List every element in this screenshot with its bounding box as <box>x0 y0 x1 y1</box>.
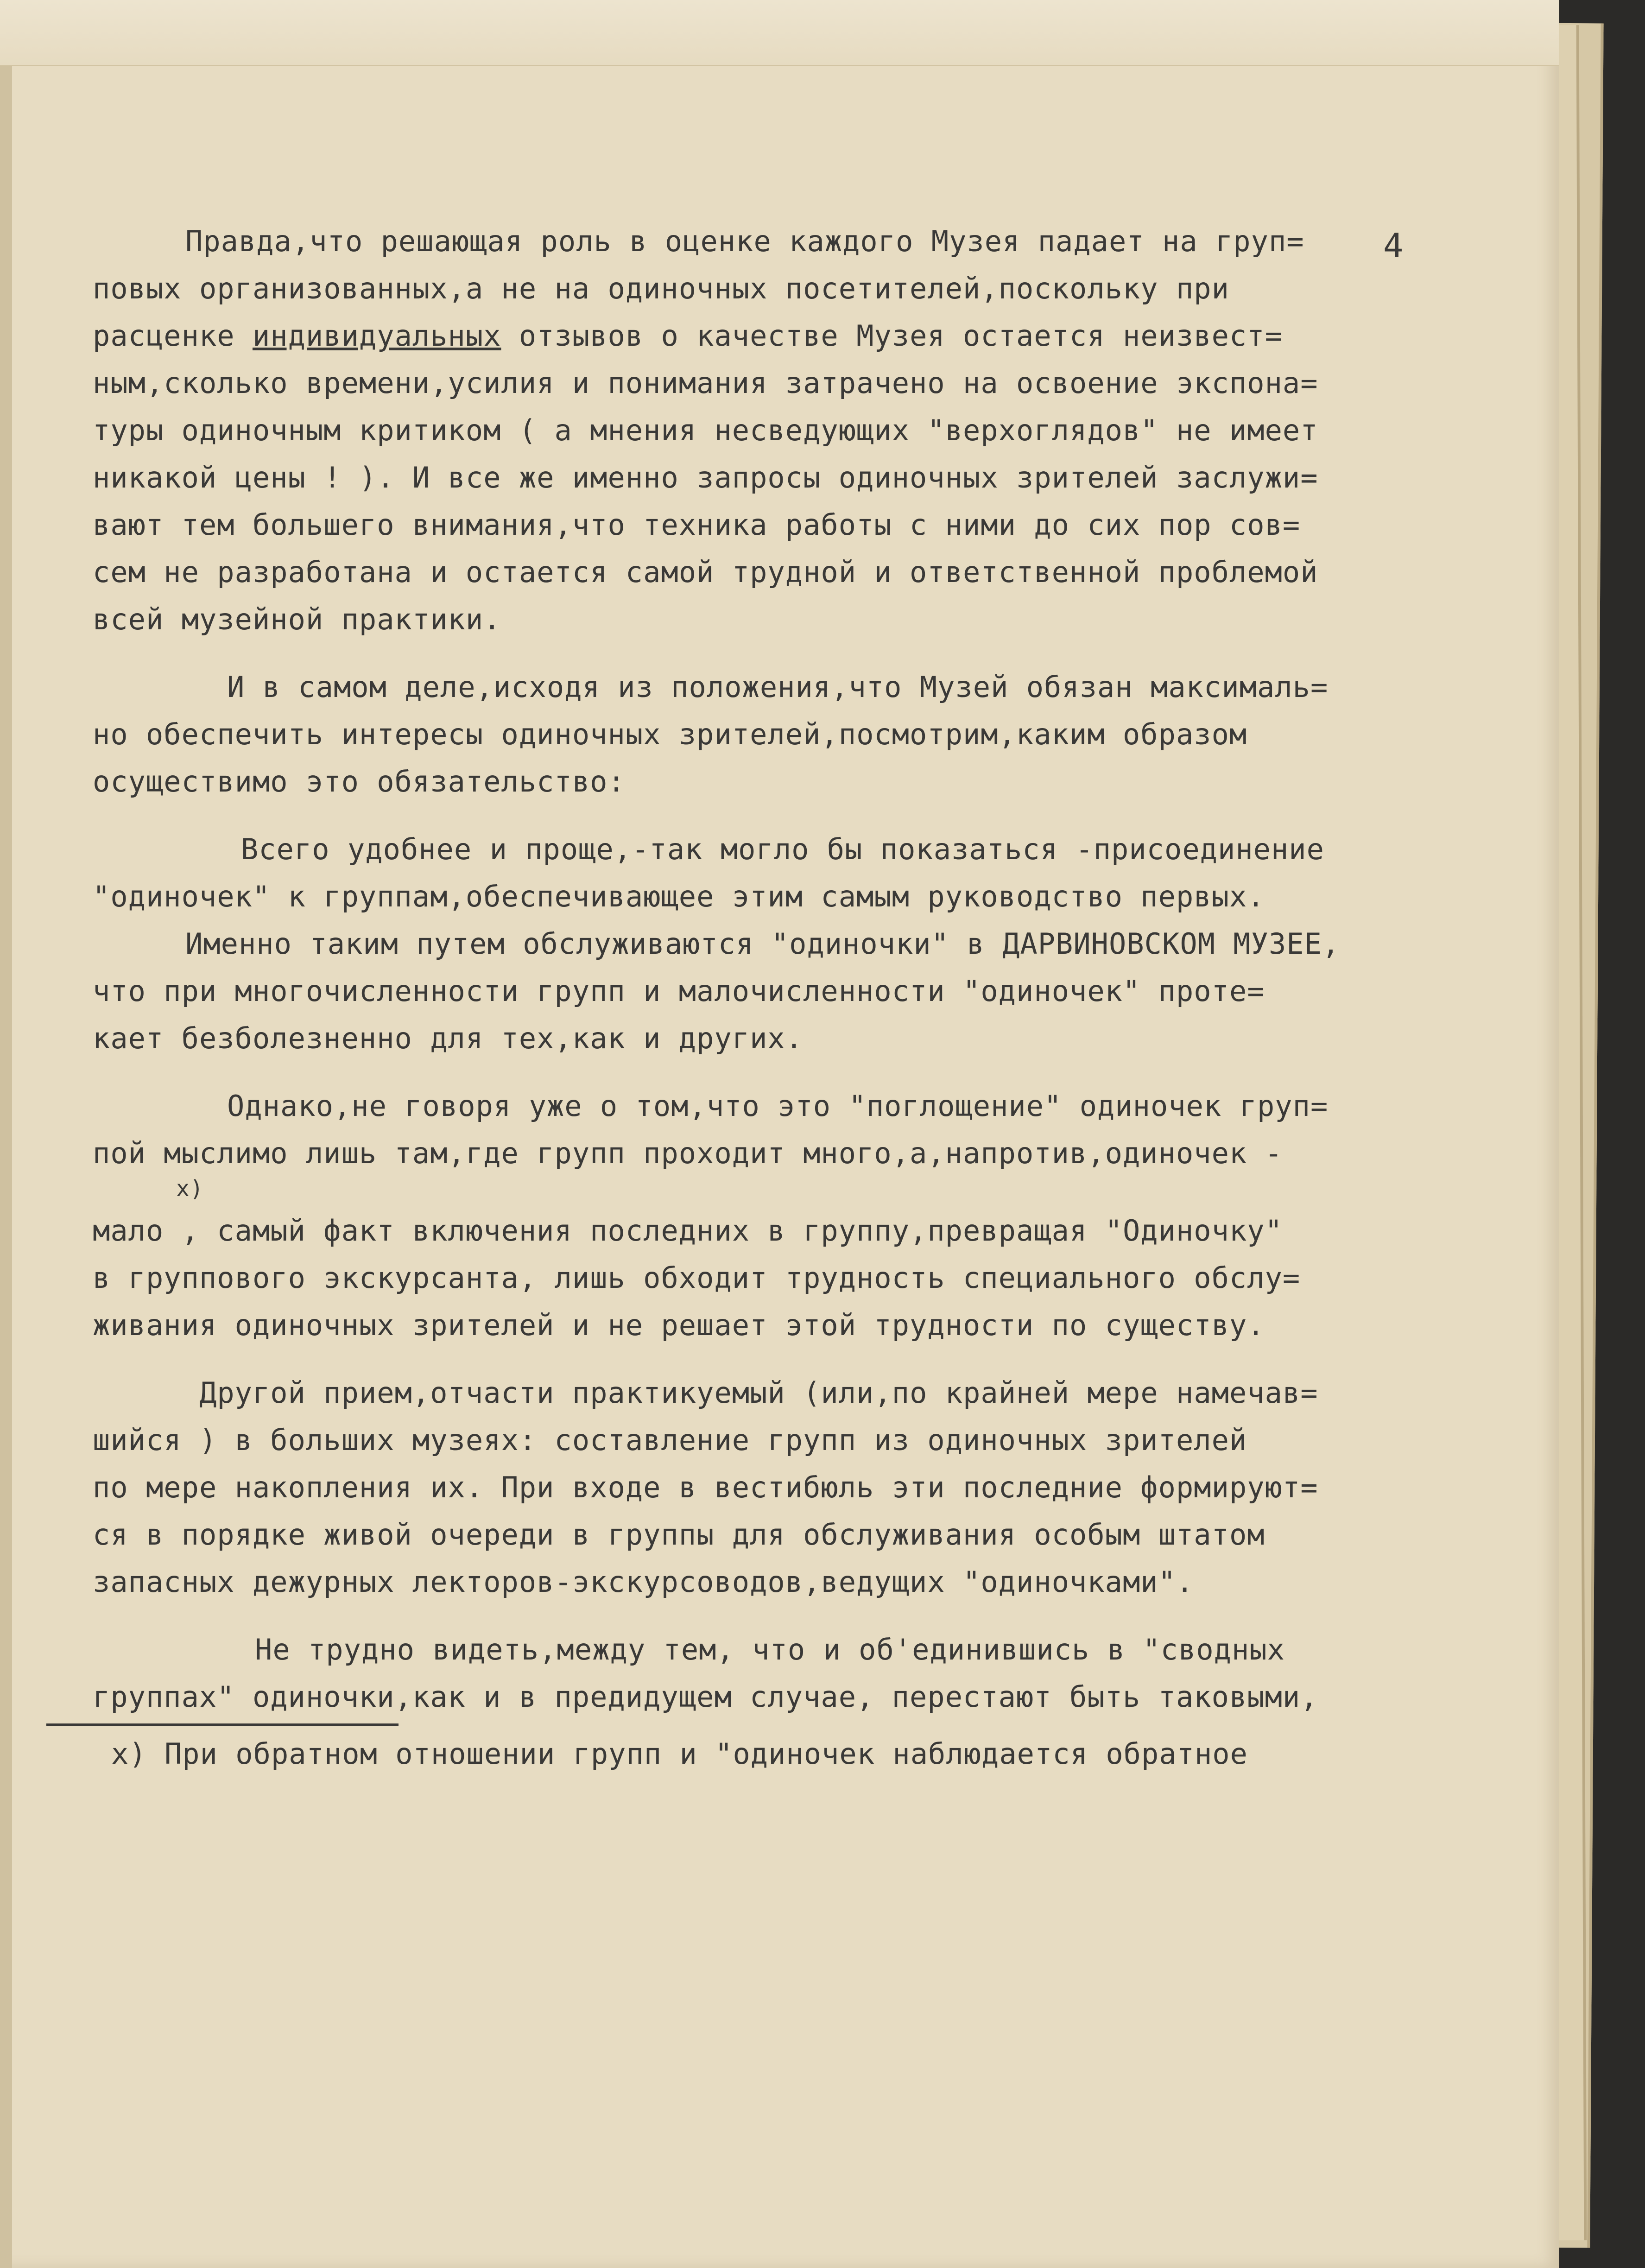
text-line: кает безболезненно для тех,как и других. <box>93 1021 804 1055</box>
text-line: "одиночек" к группам,обеспечивающее этим самым руководство первых. <box>93 880 1265 913</box>
page-body <box>93 218 1506 1778</box>
text-line <box>93 1177 1506 1207</box>
text-line: пой мыслимо лишь там,где групп проходит много,а,напротив,одиночек - <box>93 1136 1283 1170</box>
text-line: запасных дежурных лекторов-экскурсоводов,ведущих "одиночками". <box>93 1565 1194 1599</box>
text-line: Однако,не говоря уже о том,что это "поглощение" одиночек груп= <box>227 1089 1329 1123</box>
text-line: вают тем большего внимания,что техника работы с ними до сих пор сов= <box>93 508 1301 542</box>
text-line: Правда,что решающая роль в оценке каждого Музея падает на груп= <box>185 224 1304 258</box>
text-line: в группового экскурсанта, лишь обходит трудность специального обслу= <box>93 1261 1301 1295</box>
text-line: группах" одиночки,как и в предидущем случае, перестают быть таковыми, <box>93 1680 1318 1714</box>
footnote-marker: x) <box>176 1176 204 1202</box>
text-line <box>93 312 1506 360</box>
text-line: Другой прием,отчасти практикуемый (или,по крайней мере намечав= <box>199 1376 1318 1410</box>
text-line: сем не разработана и остается самой трудной и ответственной проблемой <box>93 555 1318 589</box>
text-line: Не трудно видеть,между тем, что и об'единившись в "сводных <box>255 1633 1285 1666</box>
text-line: мало , самый факт включения последних в группу,превращая "Одиночку" <box>93 1214 1283 1248</box>
text-line: туры одиночным критиком ( а мнения несведующих "верхоглядов" не имеет <box>93 413 1318 447</box>
footnote-line: x) При обратном отношении групп и "одиночек наблюдается обратное <box>111 1737 1248 1771</box>
text-line: по мере накопления их. При входе в вестибюль эти последние формируют= <box>93 1470 1318 1504</box>
page-number: 4 <box>1383 226 1404 265</box>
text-line: И в самом деле,исходя из положения,что Музей обязан максималь= <box>227 670 1329 704</box>
text-fragment: отзывов о качестве Музея остается неизвест= <box>519 319 1283 353</box>
footnote-separator <box>46 1723 399 1726</box>
text-line: повых организованных,а не на одиночных посетителей,поскольку при <box>93 272 1229 305</box>
text-line: Всего удобнее и проще,-так могло бы показаться -присоединение <box>241 832 1324 866</box>
text-line: ным,сколько времени,усилия и понимания затрачено на освоение экспона= <box>93 366 1318 400</box>
text-line: но обеспечить интересы одиночных зрителей,посмотрим,каким образом <box>93 717 1247 751</box>
text-line: шийся ) в больших музеях: составление групп из одиночных зрителей <box>93 1423 1247 1457</box>
page-top-fold <box>0 0 1559 66</box>
underlined-word: индивидуальных <box>252 319 501 353</box>
text-line: что при многочисленности групп и малочисленности "одиночек" проте= <box>93 974 1265 1008</box>
text-line: всей музейной практики. <box>93 602 501 636</box>
page-binding <box>0 0 12 2268</box>
text-line: живания одиночных зрителей и не решает этой трудности по существу. <box>93 1308 1265 1342</box>
text-line: осуществимо это обязательство: <box>93 765 626 798</box>
text-line: ся в порядке живой очереди в группы для обслуживания особым штатом <box>93 1518 1265 1552</box>
text-line: Именно таким путем обслуживаются "одиночки" в ДАРВИНОВСКОМ МУЗЕЕ, <box>185 927 1340 961</box>
text-fragment: расценке <box>93 319 235 353</box>
text-line: никакой цены ! ). И все же именно запросы одиночных зрителей заслужи= <box>93 461 1318 494</box>
